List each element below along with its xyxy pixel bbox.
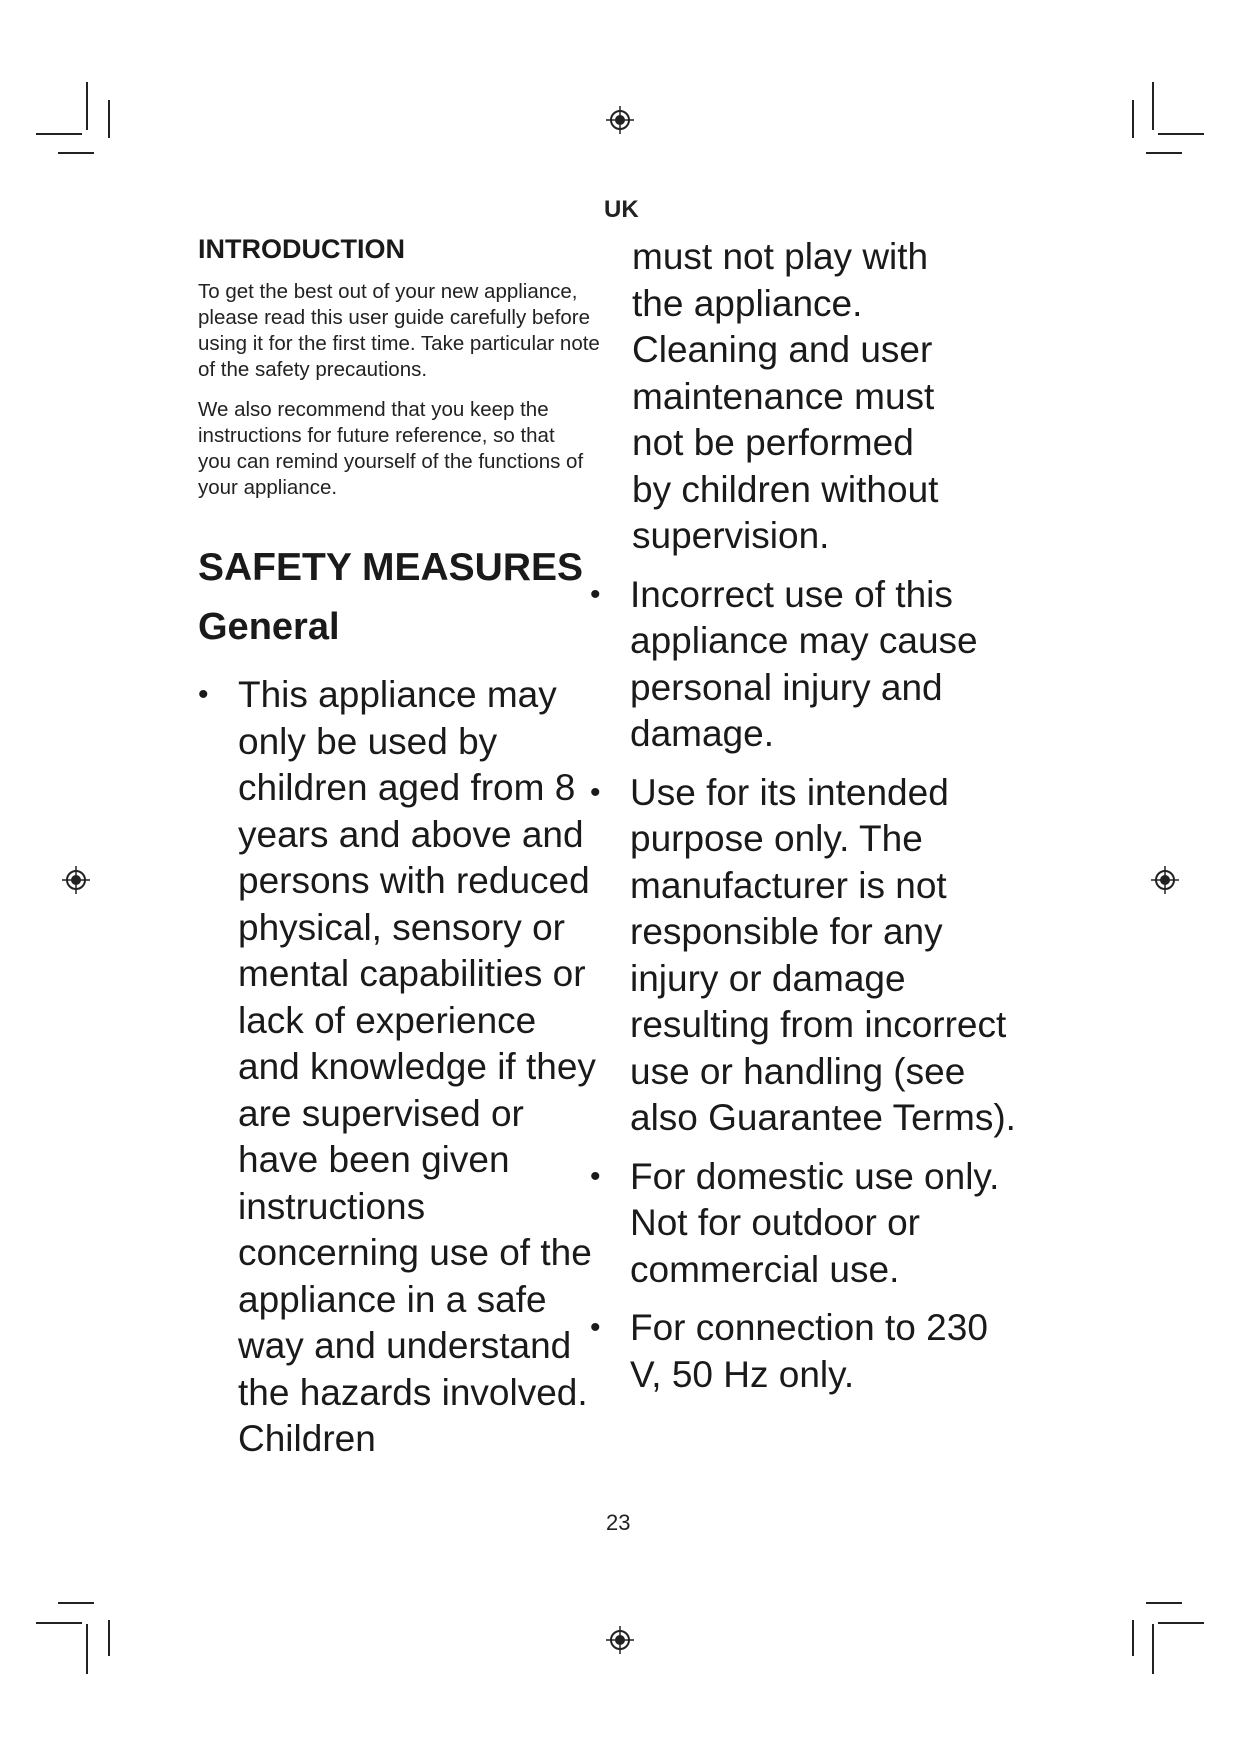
crop-mark [1152,1624,1154,1674]
registration-mark-icon [61,865,91,895]
registration-mark-icon [605,1625,635,1655]
crop-mark [108,1620,110,1656]
left-column [198,234,618,1463]
crop-mark [1146,152,1182,154]
crop-mark [86,1624,88,1674]
list-item-text: Use for its intended purpose only. The manufacturer is not responsible for any injury or damage resulting from incorrect use or handling (see also Guarantee Terms). [630,771,1016,1138]
crop-mark [1132,100,1134,138]
list-item-text: For domestic use only. Not for outdoor or commercial use. [630,1155,1000,1290]
introduction-paragraph: To get the best out of your new appliance, please read this user guide carefully before using it for the first time. Take particular note of the safety precautions. [198,280,600,382]
introduction-heading: INTRODUCTION [198,234,405,264]
list-item-text: For connection to 230 V, 50 Hz only. [630,1307,988,1395]
registration-mark-icon [605,105,635,135]
bullet-icon: • [590,775,601,809]
list-item [590,770,1030,1142]
bullet-icon: • [590,1311,601,1344]
crop-mark [58,152,94,154]
crop-mark [1146,1602,1182,1604]
safety-measures-heading: SAFETY MEASURES [198,546,584,590]
list-item [590,1305,1000,1398]
crop-mark [86,82,88,130]
list-item [590,572,1040,758]
page-number: 23 [606,1510,631,1535]
list-item-text: This appliance may only be used by children aged from 8 years and above and persons with reduced physical, sensory or mental capabilities or lack of experience and knowledge if they are supervised or have been given instructions concerning use of the appliance in a safe way and understand the hazards involved. Children [238,674,596,1460]
list-item-continuation: must not play with the appliance. Cleaning and user maintenance must not be performed by children without supervision. [632,236,939,556]
safety-list [590,572,1072,1399]
list-item [198,672,608,1463]
right-column [590,234,1072,1410]
list-item-text: Incorrect use of this appliance may cause personal injury and damage. [630,573,978,754]
bullet-icon: • [198,678,209,712]
introduction-paragraph: We also recommend that you keep the instructions for future reference, so that you can remind yourself of the functions of your appliance. [198,398,584,500]
bullet-icon: • [590,1159,601,1193]
bullet-icon: • [590,577,601,611]
general-subheading: General [198,605,340,648]
crop-mark [1152,82,1154,130]
crop-mark [1158,133,1204,135]
safety-list [198,672,618,1463]
registration-mark-icon [1150,865,1180,895]
crop-mark [1158,1622,1204,1624]
crop-mark [58,1602,94,1604]
crop-mark [1132,1620,1134,1656]
list-item [590,1154,1010,1294]
crop-mark [36,133,82,135]
crop-mark [108,100,110,138]
crop-mark [36,1622,82,1624]
region-label: UK [604,196,639,223]
